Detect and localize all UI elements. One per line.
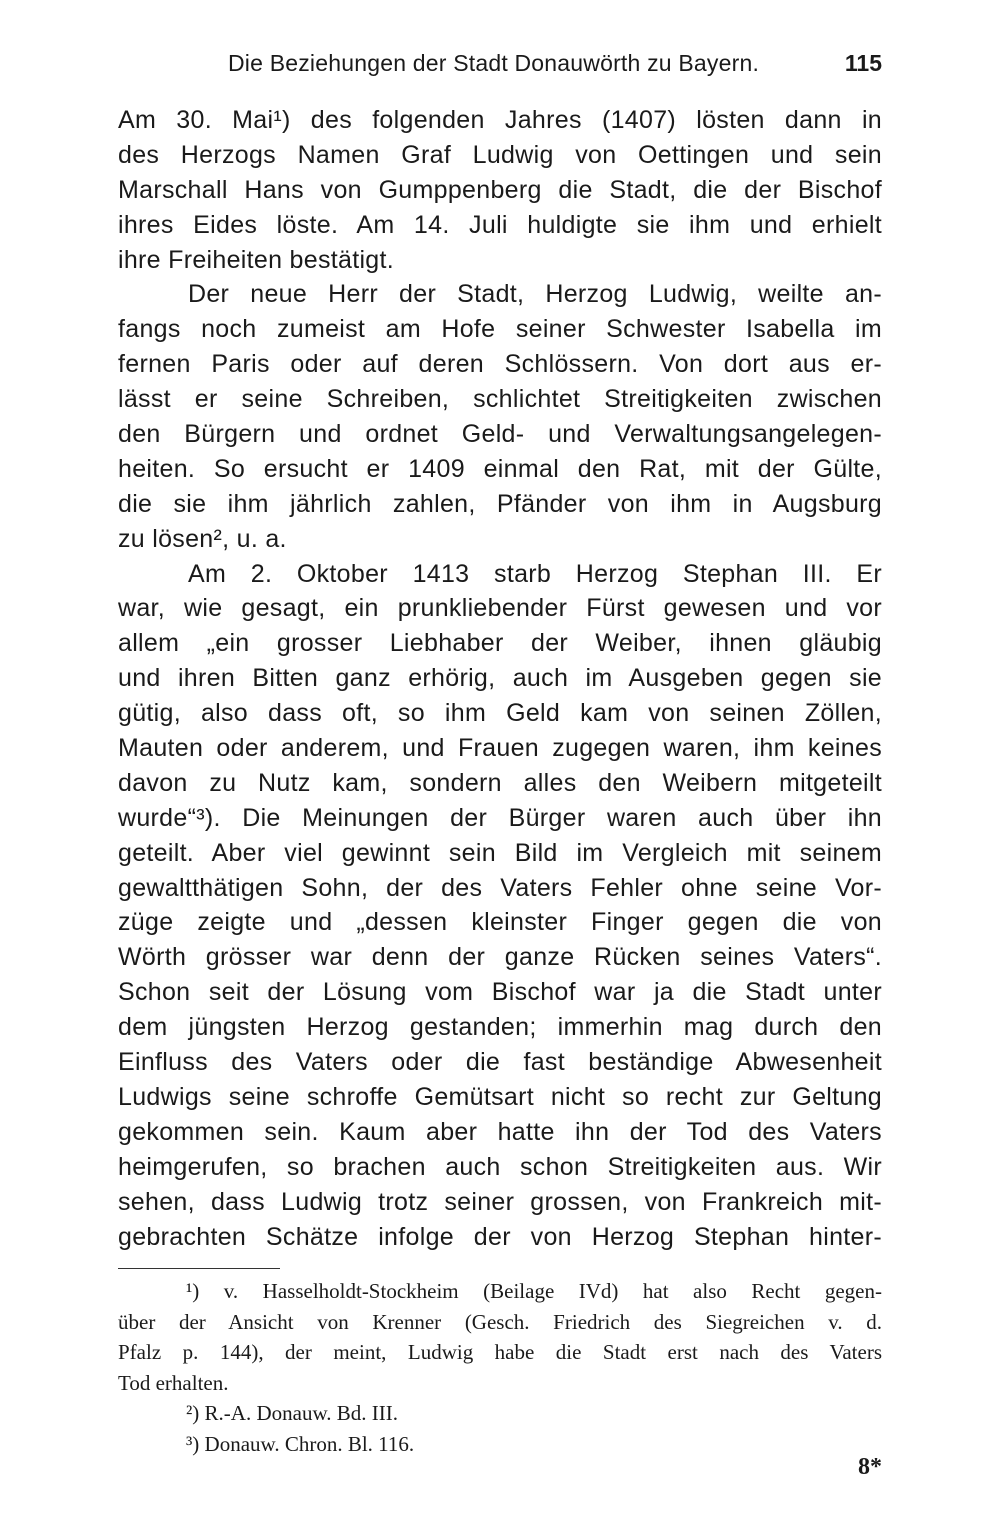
text-line: züge zeigte und „dessen kleinster Finger gegen die von	[118, 908, 882, 937]
text-line: davon zu Nutz kam, sondern alles den Weibern mitgeteilt	[118, 768, 882, 797]
footnote-line: ²) R.-A. Donauw. Bd. III.	[186, 1401, 398, 1425]
footnote-line: Tod erhalten.	[118, 1370, 229, 1395]
text-line: Marschall Hans von Gumppenberg die Stadt, die der Bischof	[118, 175, 882, 204]
text-line: heimgerufen, so brachen auch schon Streitigkeiten aus. Wir	[118, 1152, 882, 1181]
text-line: lässt er seine Schreiben, schlichtet Streitigkeiten zwischen	[118, 385, 882, 414]
text-line: Mauten oder anderem, und Frauen zugegen waren, ihm keines	[118, 734, 882, 763]
text-line: Wörth grösser war denn der ganze Rücken seines Vaters“.	[118, 943, 882, 972]
text-line: zu lösen², u. a.	[118, 524, 287, 553]
text-line: Schon seit der Lösung vom Bischof war ja die Stadt unter	[118, 978, 882, 1007]
text-line: war, wie gesagt, ein prunkliebender Fürst gewesen und vor	[118, 594, 882, 623]
footnote-line: ¹) v. Hasselholdt-Stockheim (Beilage IVd) hat also Recht gegen-	[186, 1279, 882, 1303]
text-line: Einfluss des Vaters oder die fast beständige Abwesenheit	[118, 1048, 882, 1077]
page-header	[118, 46, 882, 86]
signature-mark: 8*	[858, 1454, 882, 1480]
text-line: Ludwigs seine schroffe Gemütsart nicht so recht zur Geltung	[118, 1082, 882, 1111]
text-line: heiten. So ersucht er 1409 einmal den Rat, mit der Gülte,	[118, 454, 882, 483]
text-line: fangs noch zumeist am Hofe seiner Schwester Isabella im	[118, 315, 882, 344]
text-line: wurde“³). Die Meinungen der Bürger waren auch über ihn	[118, 803, 882, 832]
text-line: die sie ihm jährlich zahlen, Pfänder von ihm in Augsburg	[118, 489, 882, 518]
footnote-line: über der Ansicht von Krenner (Gesch. Friedrich des Siegreichen v. d.	[118, 1309, 882, 1334]
page-number: 115	[844, 50, 882, 76]
footnote-divider	[118, 1268, 280, 1269]
footnotes	[118, 1276, 882, 1459]
text-line: gekommen sein. Kaum aber hatte ihn der Tod des Vaters	[118, 1117, 882, 1146]
text-line: dem jüngsten Herzog gestanden; immerhin mag durch den	[118, 1013, 882, 1042]
text-line: sehen, dass Ludwig trotz seiner grossen, von Frankreich mit-	[118, 1187, 882, 1216]
text-line: und ihren Bitten ganz erhörig, auch im Ausgeben gegen sie	[118, 664, 882, 693]
text-line: ihre Freiheiten bestätigt.	[118, 245, 395, 274]
footnote-line: ³) Donauw. Chron. Bl. 116.	[186, 1431, 415, 1456]
text-line: gebrachten Schätze infolge der von Herzog Stephan hinter-	[118, 1222, 882, 1251]
text-line: gewaltthätigen Sohn, der des Vaters Fehler ohne seine Vor-	[118, 873, 882, 902]
text-line: geteilt. Aber viel gewinnt sein Bild im Vergleich mit seinem	[118, 838, 882, 867]
text-line: fernen Paris oder auf deren Schlössern. Von dort aus er-	[118, 350, 882, 379]
text-line: gütig, also dass oft, so ihm Geld kam von seinen Zöllen,	[118, 699, 882, 728]
footnote-line: Pfalz p. 144), der meint, Ludwig habe die Stadt erst nach des Vaters	[118, 1340, 882, 1364]
text-line: allem „ein grosser Liebhaber der Weiber, ihnen gläubig	[118, 629, 882, 658]
text-line: des Herzogs Namen Graf Ludwig von Oettingen und sein	[118, 140, 882, 169]
running-head: Die Beziehungen der Stadt Donauwörth zu Bayern.	[228, 50, 760, 76]
text-line: Der neue Herr der Stadt, Herzog Ludwig, weilte an-	[188, 280, 882, 309]
text-line: den Bürgern und ordnet Geld- und Verwaltungsangelegen-	[118, 420, 882, 449]
text-line: Am 30. Mai¹) des folgenden Jahres (1407) lösten dann in	[118, 106, 882, 134]
text-line: Am 2. Oktober 1413 starb Herzog Stephan III. Er	[188, 559, 882, 588]
text-line: ihres Eides löste. Am 14. Juli huldigte sie ihm und erhielt	[118, 210, 882, 239]
main-text	[118, 103, 882, 1254]
